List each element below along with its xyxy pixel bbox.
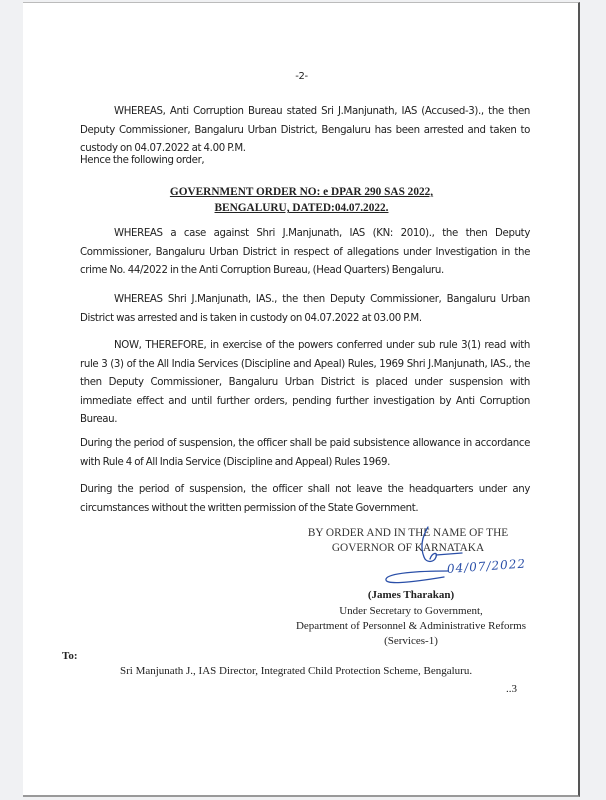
officer-section: (Services-1)	[384, 635, 438, 647]
paragraph-headquarters: During the period of suspension, the officer shall not leave the headquarters under any circumstances without the written permission of the State Government.	[80, 484, 530, 514]
order-title-line2: BENGALURU, DATED:04.07.2022.	[214, 202, 389, 214]
paragraph-now-therefore	[80, 337, 530, 430]
paragraph-text: WHEREAS, Anti Corruption Bureau stated Sri J.Manjunath, IAS (Accused-3)., the then Deputy Commissioner, Bangaluru Urban District, Bengaluru has been arrested and taken to custody on 04.07.2022 at 4.00 P.M.	[80, 106, 530, 154]
paragraph-text: WHEREAS a case against Shri J.Manjunath, IAS (KN: 2010)., the then Deputy Commissioner, Bangaluru Urban District in respect of allegations under Investigation in the crime No. 44/2022 in the Anti Corruption Bureau, (Head Quarters) Bengaluru.	[80, 228, 530, 276]
officer-name: (James Tharakan)	[367, 589, 455, 601]
page-number: -2-	[295, 71, 308, 82]
recipient-address: Sri Manjunath J., IAS Director, Integrated Child Protection Scheme, Bengaluru.	[120, 665, 473, 677]
paragraph-allowance: During the period of suspension, the officer shall be paid subsistence allowance in accordance with Rule 4 of All India Service (Discipline and Appeal) Rules 1969.	[80, 438, 530, 468]
signature-loop-stroke	[422, 527, 436, 562]
paragraph-hence: Hence the following order,	[80, 155, 205, 166]
officer-department: Department of Personnel & Administrative Reforms	[295, 620, 527, 632]
paragraph-whereas-arrested	[80, 291, 530, 328]
recipient-label: To:	[62, 650, 78, 662]
signature-swash-stroke	[386, 571, 448, 583]
officer-designation: Under Secretary to Government,	[339, 605, 483, 617]
paragraph-text: WHEREAS Shri J.Manjunath, IAS., the then Deputy Commissioner, Bangaluru Urban District was arrested and is taken in custody on 04.07.2022 at 03.00 P.M.	[80, 294, 530, 324]
signature-bar-stroke	[436, 553, 462, 555]
handwritten-signature	[378, 523, 568, 593]
paragraph-whereas-case	[80, 225, 530, 281]
document-page	[23, 2, 580, 797]
authority-line1: BY ORDER AND IN THE NAME OF THE	[307, 527, 509, 539]
paragraph-text: NOW, THEREFORE, in exercise of the powers conferred under sub rule 3(1) read with rule 3 (3) of the All India Services (Discipline and Apeal) Rules, 1969 Shri J.Manjunath, IAS., the then Deputy Commissioner, Bangaluru Urban District is placed under suspension with immediate effect and until further orders, pending further investigation by Anti Corruption Bureau.	[80, 340, 530, 425]
handwritten-date: 04/07/2022	[446, 556, 527, 576]
continuation-marker: ..3	[506, 683, 517, 695]
order-title-line1: GOVERNMENT ORDER NO: e DPAR 290 SAS 2022,	[169, 186, 434, 198]
authority-line2: GOVERNOR OF KARNATAKA	[331, 542, 485, 554]
paragraph-whereas-acb	[80, 103, 530, 159]
